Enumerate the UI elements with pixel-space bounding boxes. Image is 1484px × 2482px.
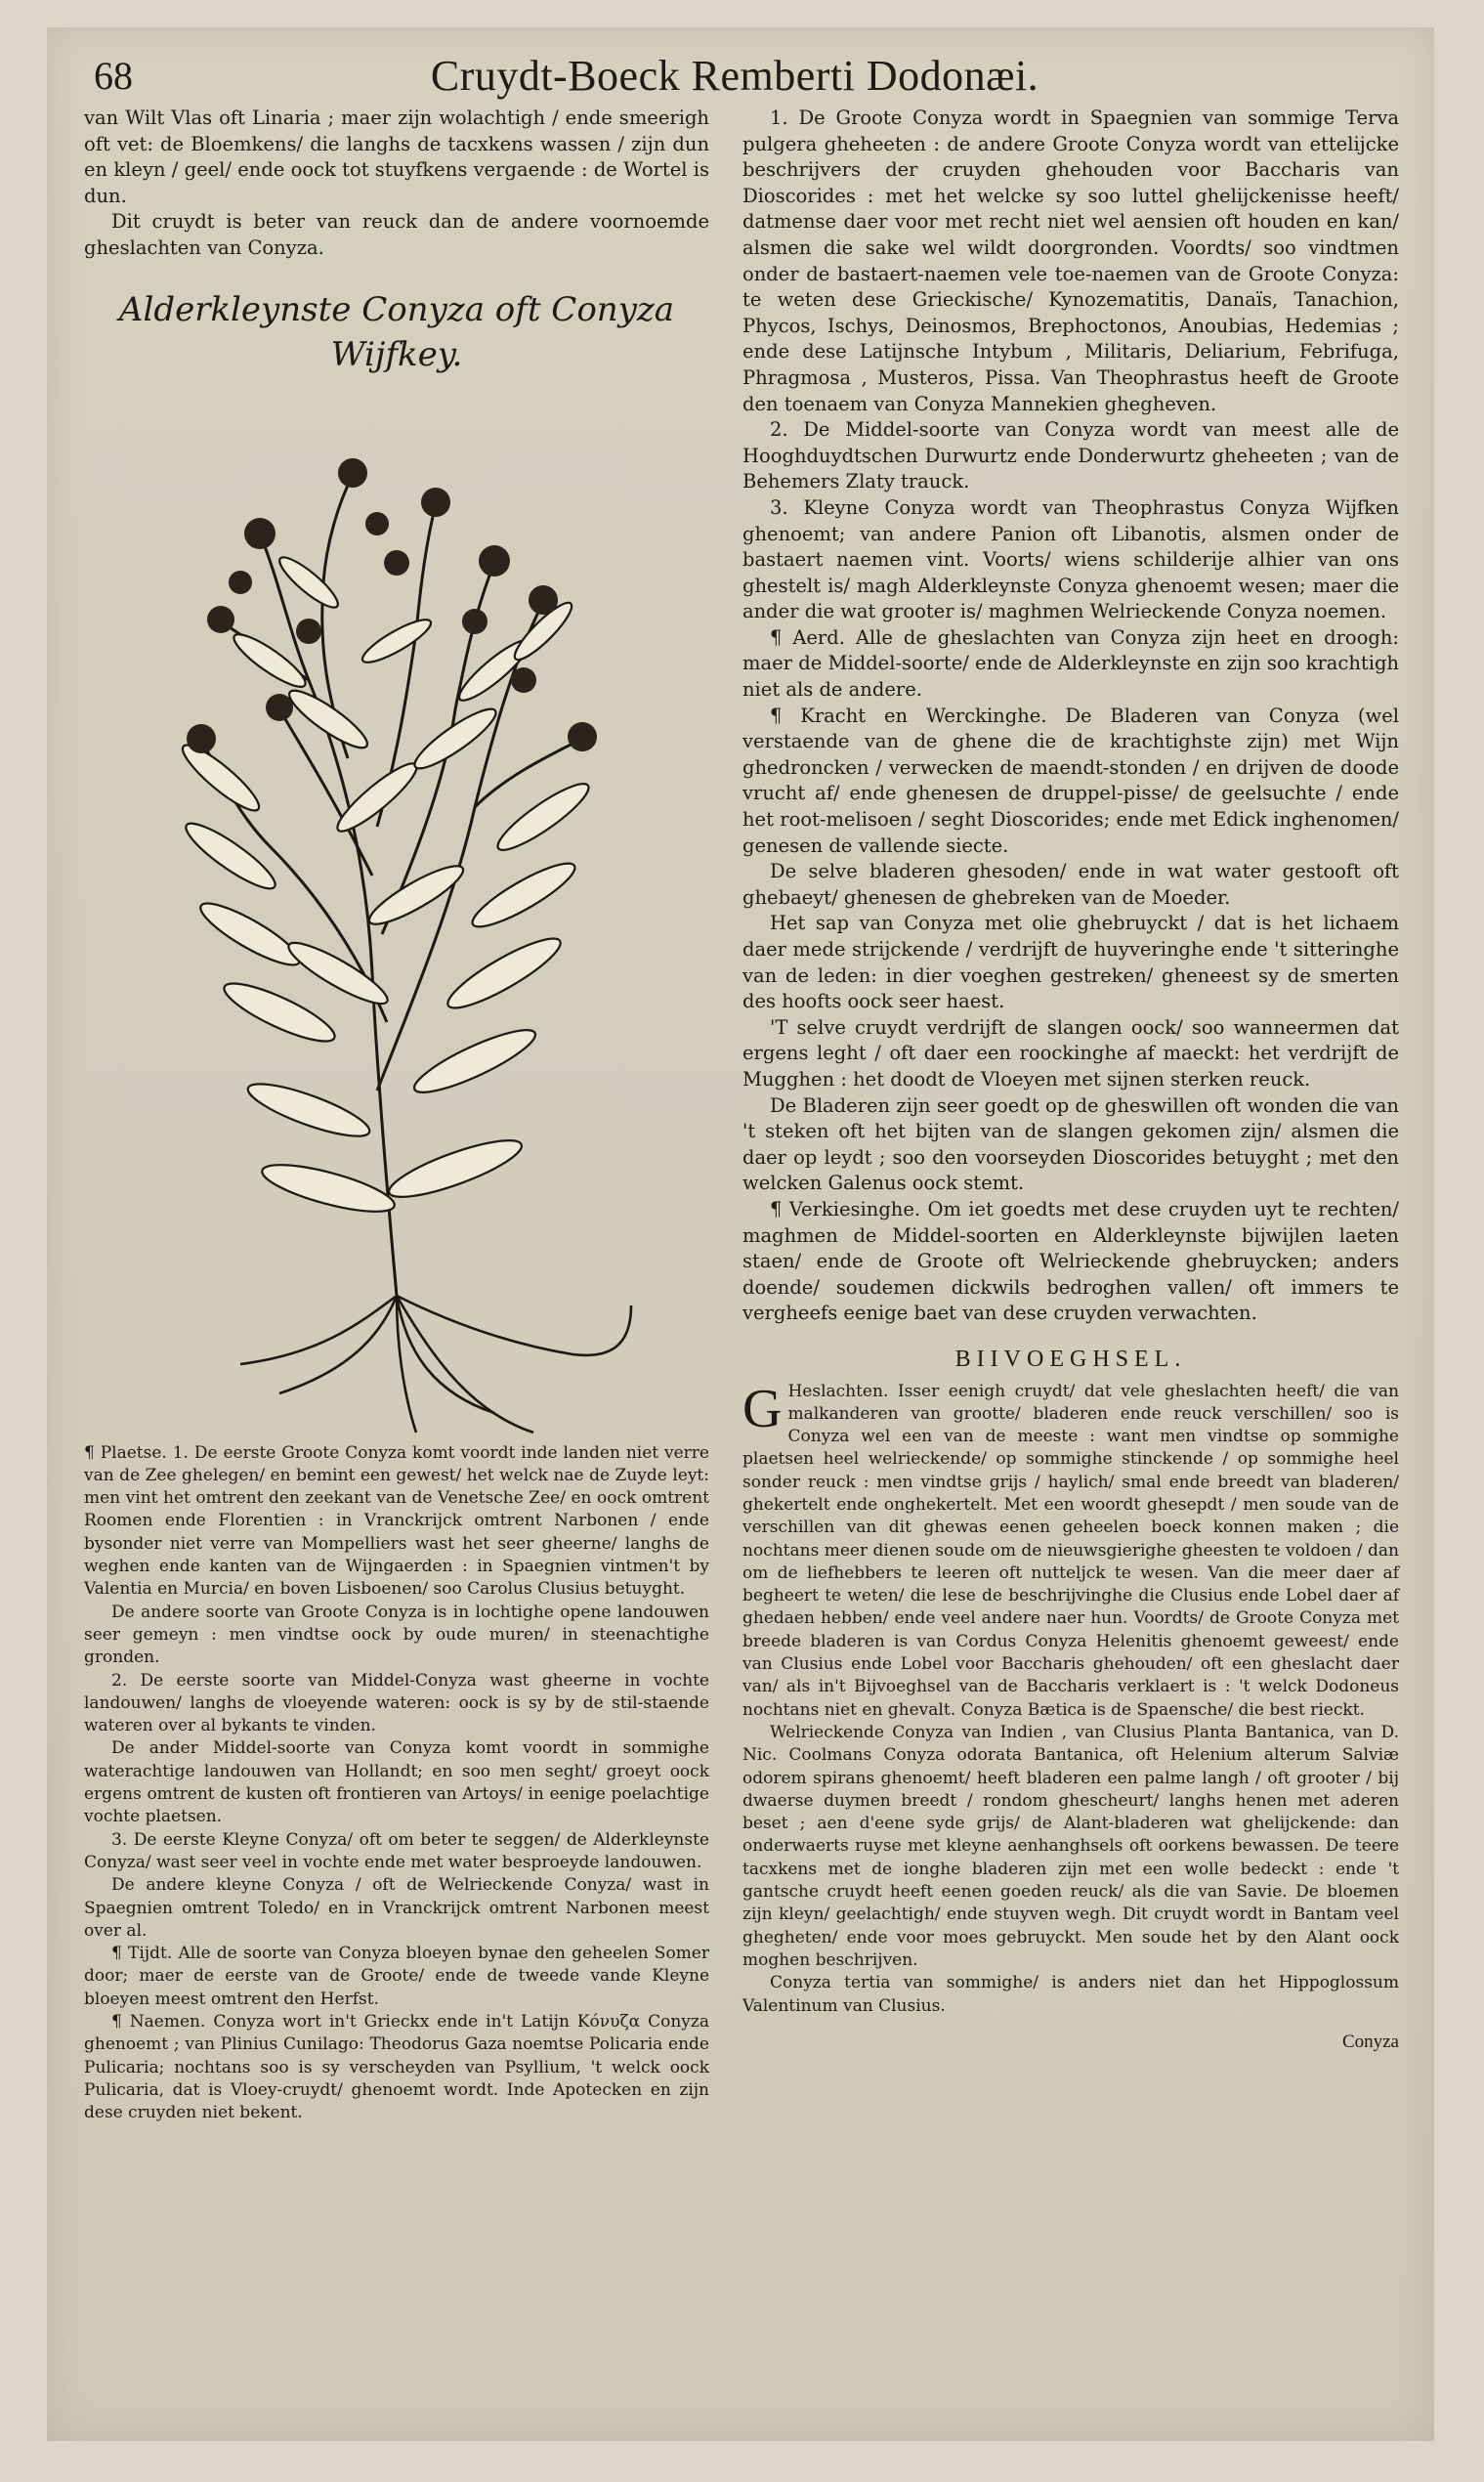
right-paragraph-9: De Bladeren zijn seer goedt op de gheswillen oft wonden die van 't steken oft het bijten van de slangen gekomen zijn/ alsmen die daer op leydt ; soo den voorseyden Dioscorides betuyght ; met den welcken Galenus oock stemt. [742,1093,1399,1195]
plant-illustration [84,387,709,1442]
book-page [47,27,1434,2441]
right-paragraph-1: 1. De Groote Conyza wordt in Spaegnien van sommige Terva pulgera gheheeten : de andere Groote Conyza wordt van ettelijcke beschrijvers der cruyden ghehouden voor Baccharis van Dioscorides : met het welcke sy soo luttel ghelijckenisse heeft/ datmense daer voor met recht niet wel aensien oft houden en kan/ alsmen die sake wel wildt doorgronden. Voordts/ soo vindtmen onder de bastaert-naemen vele toe-naemen van de Groote Conyza: te weten dese Grieckische/ Kynozematitis, Danaïs, Tanachion, Phycos, Ischys, Deinosmos, Brephoctonos, Anoubias, Hedemias ; ende dese Latijnsche Intybum , Militaris, Deliarium, Febrifuga, Phragmosa , Musteros, Pissa. Van Theophrastus heeft de Groote den toenaem van Conyza Mannekien ghegheven. [742,107,1399,415]
page-number: 68 [94,54,133,98]
virtue-paragraph: ¶ Kracht en Werckinghe. De Bladeren van Conyza (wel verstaende van de ghene die de krachtighste zijn) met Wijn ghedroncken / verwecken de maendt-stonden / en drijven de doode vrucht af/ ende ghenesen de druppel-pisse/ de geelsuchte / ende het root-melisoen / seght Dioscorides; ende met Edick inghenomen/ genesen de vallende siecte. [742,704,1399,857]
supplement-text-1: Heslachten. Isser eenigh cruydt/ dat vele gheslachten heeft/ die van malkanderen van grootte/ bladeren ende reuck verschillen/ soo is Conyza wel een van de meeste : want men vindtse op sommighe plaetsen heel welrieckende/ op sommighe stinckende / op sommighe heel sonder reuck : men vindtse grijs / haylich/ smal ende breedt van bladeren/ ghekertelt ende onghekertelt. Met een woordt ghesepdt / men soude van de verschillen van dit ghewas eenen geheelen boeck konnen maken ; die nochtans meer dienen soude om de nieuwsgierighe gheesten te voldoen / dan om de liefhebbers te leeren oft nutteljck te wesen. Van die meer daer af begheert te weten/ die lese de beschrijvinghe die Clusius ende Lobel daer af ghedaen hebben/ ende veel andere naer hun. Voordts/ de Groote Conyza met breede bladeren is van Cordus Conyza Helenitis ghenoemt geweest/ ende van Clusius ende Lobel voor Baccharis ghehouden/ oft een gheslacht daer van/ als in't Bijvoeghsel van de Baccharis verklaert is : 't welck Dodoneus nochtans niet en ghevalt. Conyza Bætica is de Spaensche/ die best rieckt. [742,1381,1399,1720]
place-paragraph-5: 3. De eerste Kleyne Conyza/ oft om beter te seggen/ de Alderkleynste Conyza/ wast seer veel in vochte ende met water besproeyde landouwen. [84,1829,709,1872]
left-top-text: van Wilt Vlas oft Linaria ; maer zijn wolachtigh / ende smeerigh oft vet: de Bloemkens/ die langhs de tacxkens wassen / zijn dun en kleyn / geel/ ende oock tot stuyfkens vergaende : de Wortel is dun. [84,107,709,207]
catchword: Conyza [1341,2031,1399,2052]
place-paragraph-3: 2. De eerste soorte van Middel-Conyza wast gheerne in vochte landouwen/ langhs de vloeyende wateren: oock is sy by de stil-staende wateren over al bykants te vinden. [84,1670,709,1736]
place-paragraph-2: De andere soorte van Groote Conyza is in lochtighe opene landouwen seer gemeyn : men vindtse oock by oude muren/ in steenachtighe gronden. [84,1602,709,1668]
supplement-paragraph-1 [742,1378,1399,1722]
right-paragraph-6: De selve bladeren ghesoden/ ende in wat water gestooft oft ghebaeyt/ ghenesen de ghebreken van de Moeder. [742,860,1399,909]
figure-title [84,287,709,377]
time-paragraph: ¶ Tijdt. Alle de soorte van Conyza bloeyen bynae den geheelen Somer door; maer de eerste van de Groote/ ende de tweede vande Kleyne bloeyen meest omtrent den Herfst. [84,1944,709,2009]
place-paragraph-1: ¶ Plaetse. 1. De eerste Groote Conyza komt voordt inde landen niet verre van de Zee ghelegen/ en bemint een gewest/ het welck nae de Zuyde leyt: men vint het omtrent den zeekant van de Venetsche Zee/ en oock omtrent Roomen ende Florentien : in Vranckrijck omtrent Narbonen / ende bysonder niet verre van Mompelliers wast het seer gheerne/ langhs de weghen ende kanten van de Wijngaerden : in Spaegnien vintmen't by Valentia en Murcia/ en boven Lisboenen/ soo Carolus Clusius betuyght. [84,1442,709,1600]
left-column [84,106,709,2124]
right-paragraph-7: Het sap van Conyza met olie ghebruyckt / dat is het lichaem daer mede strijckende / verdrijft de huyveringhe ende 't sitteringhe van de leden: in dier voeghen gestreken/ gheneest sy de smerten des hoofts oock seer haest. [742,912,1399,1013]
right-paragraph-2: 2. De Middel-soorte van Conyza wordt van meest alle de Hooghduydtschen Durwurtz ende Donderwurtz gheheeten ; van de Behemers Zlaty trauck. [742,418,1399,493]
right-paragraph-3: 3. Kleyne Conyza wordt van Theophrastus Conyza Wijfken ghenoemt; van andere Panion oft Libanotis, alsmen onder de bastaert naemen vint. Voorts/ wiens schilderije alhier van ons ghestelt is/ magh Alderkleynste Conyza ghenoemt wesen; maer die ander die wat grooter is/ maghmen Welrieckende Conyza noemen. [742,495,1399,623]
figure-title-line-2: Wijfkey. [330,334,463,374]
left-top-text-2: Dit cruydt is beter van reuck dan de andere voornoemde gheslachten van Conyza. [84,210,709,259]
right-paragraph-8: 'T selve cruydt verdrijft de slangen oock/ soo wanneermen dat ergens leght / oft daer een roockinghe af maeckt: het verdrijft de Mugghen : het doodt de Vloeyen met sijnen sterken reuck. [742,1015,1399,1091]
supplement-paragraph-2: Welrieckende Conyza van Indien , van Clusius Planta Bantanica, van D. Nic. Coolmans Conyza odorata Bantanica, oft Helenium alterum Salviæ odorem spirans ghenoemt/ heeft bladeren een palme langh / oft grooter / bij dwaerse duymen breedt / rondom ghescheurt/ langhs henen met aderen beset ; aen d'eene syde grijs/ de Alant-bladeren wat ghelijckende: dan onderwaerts ruyse met kleyne aenhanghsels oft oorkens bewassen. De teere tacxkens met de ionghe bladeren zijn met een wolle bedeckt : ende 't gantsche cruydt heeft eenen goeden reuck/ als die van Savie. De bloemen zijn kleyn/ geelachtigh/ ende stuyven wegh. Dit cruydt wordt in Bantam veel ghegheten/ ende voor moes gebruyckt. Men soude het by den Alant oock moghen beschrijven. [742,1722,1399,1970]
section-heading: BIIVOEGHSEL. [954,1346,1187,1372]
names-paragraph: ¶ Naemen. Conyza wort in't Grieckx ende in't Latijn Κόνυζα Conyza ghenoemt ; van Plinius Cunilago: Theodorus Gaza noemtse Policaria ende Pulicaria; nochtans soo is sy verscheyden van Psyllium, 't welck oock Pulicaria, dat is Vloey-cruydt/ ghenoemt wordt. Inde Apotecken en zijn dese cruyden niet bekent. [84,2011,709,2123]
supplement-paragraph-3: Conyza tertia van sommighe/ is anders niet dan het Hippoglossum Valentinum van Clusius. [742,1973,1399,2016]
drop-cap: G [742,1378,783,1439]
nature-paragraph: ¶ Aerd. Alle de gheslachten van Conyza zijn heet en droogh: maer de Middel-soorte/ ende de Alderkleynste en zijn soo krachtigh niet als de andere. [742,625,1399,702]
place-paragraph-6: De andere kleyne Conyza / oft de Welrieckende Conyza/ wast in Spaegnien omtrent Toledo/ en in Vranckrijck omtrent Narbonen meest over al. [84,1875,709,1941]
figure-title-line-1: Alderkleynste Conyza oft Conyza [118,289,675,329]
place-paragraph-4: De ander Middel-soorte van Conyza komt voordt in sommighe waterachtige landouwen van Hollandt; en soo men seght/ groeyt oock ergens omtrent de kusten oft frontieren van Artoys/ in eenige poelachtige vochte plaetsen. [84,1738,709,1827]
running-title: Cruydt-Boeck Remberti Dodonæi. [430,52,1039,100]
choice-paragraph: ¶ Verkiesinghe. Om iet goedts met dese cruyden uyt te rechten/ maghmen de Middel-soorten en Alderkleynste bijwijlen laeten staen/ ende de Groote oft Welrieckende ghebruycken; anders doende/ soudemen dickwils bedroghen vallen/ oft immers te vergheefs eenige baet van dese cruyden verwachten. [742,1197,1399,1325]
right-column [742,106,1399,2055]
plant-woodcut [84,387,709,1442]
